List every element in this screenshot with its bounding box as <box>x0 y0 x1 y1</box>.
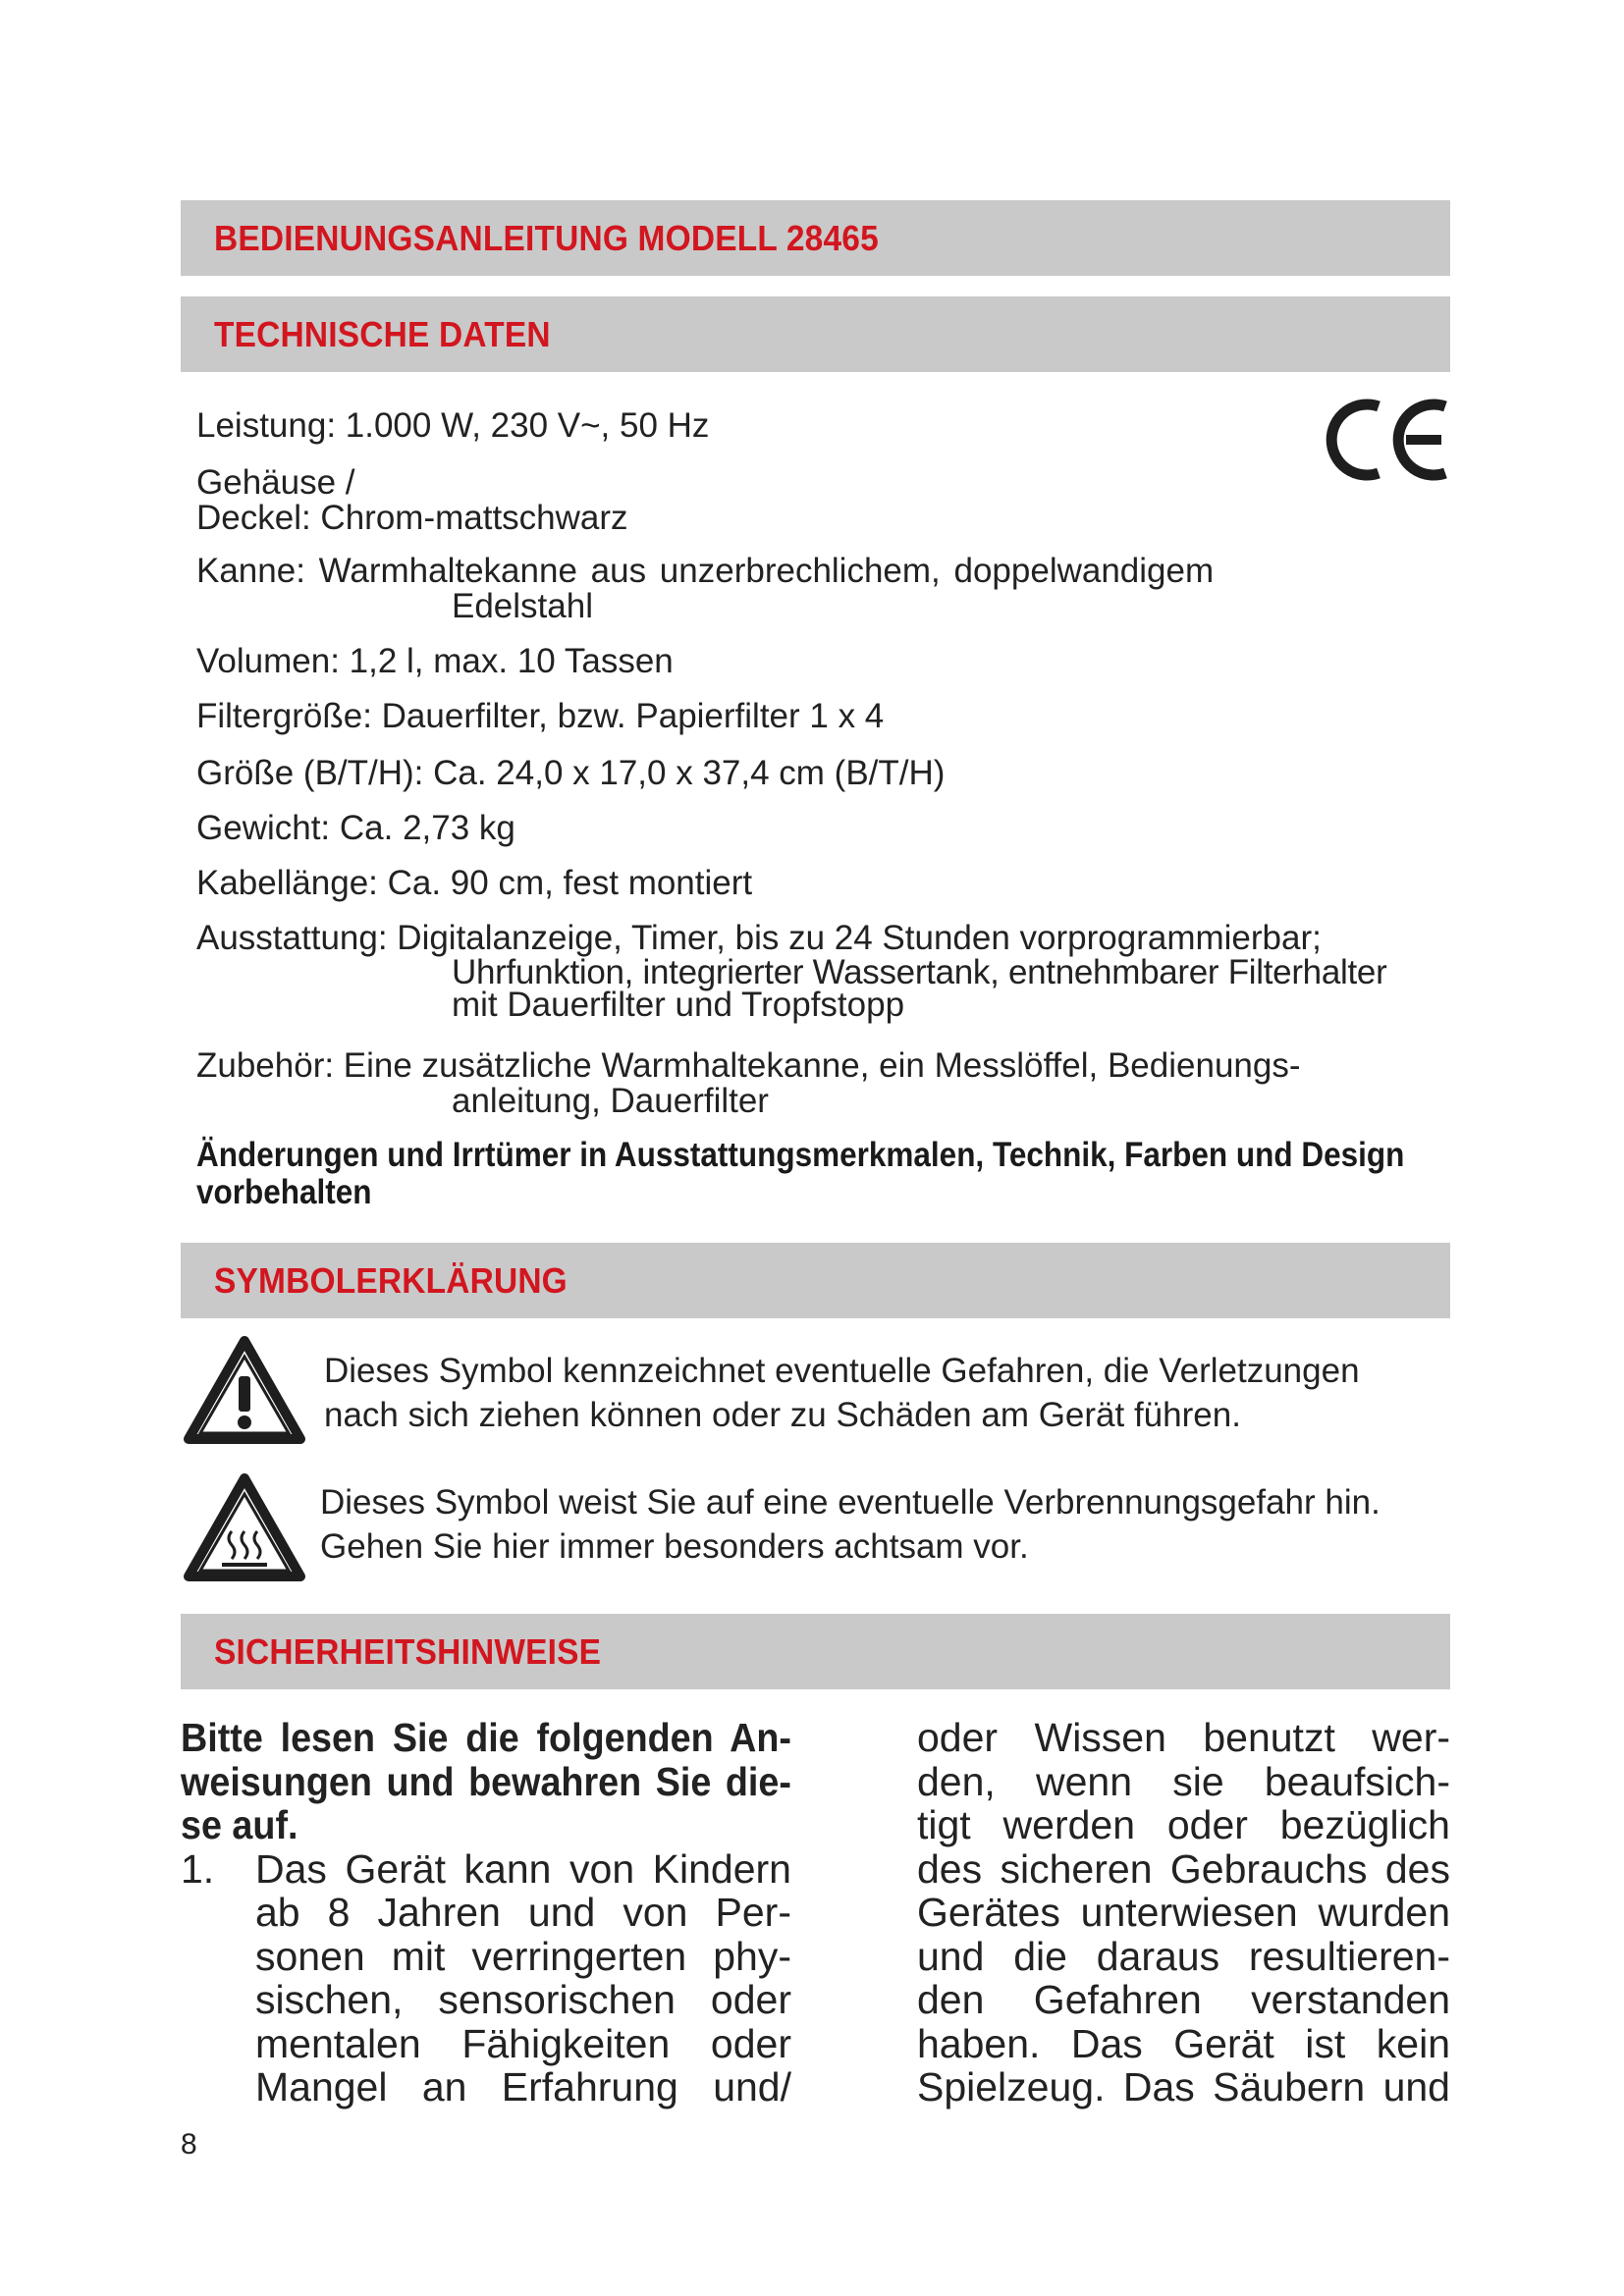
safety-item-1: 1. Das Gerät kann von Kindern ab 8 Jahren und von Per- sonen mit verringerten phy- sischen, sensorischen oder mentalen Fähigkeiten oder Mangel an Erfahrung und/ <box>181 1845 791 2109</box>
spec-weight: Gewicht: Ca. 2,73 kg <box>196 809 515 847</box>
safety-title: SICHERHEITSHINWEISE <box>214 1631 602 1672</box>
technical-data-header <box>181 296 1450 372</box>
manual-title-bar <box>181 200 1450 276</box>
safety-intro: Bitte lesen Sie die folgenden An- weisungen und bewahren Sie die- se auf. <box>181 1715 791 1847</box>
symbols-title: SYMBOLERKLÄRUNG <box>214 1260 568 1301</box>
spec-dimensions: Größe (B/T/H): Ca. 24,0 x 17,0 x 37,4 cm (B/T/H) <box>196 754 946 792</box>
symbols-header <box>181 1243 1450 1318</box>
page-number: 8 <box>181 2128 197 2161</box>
spec-accessories: Zubehör: Eine zusätzliche Warmhaltekanne, ein Messlöffel, Bedienungs- anleitung, Dauerfilter <box>196 1046 1301 1120</box>
spec-volume: Volumen: 1,2 l, max. 10 Tassen <box>196 642 674 680</box>
technical-data-title: TECHNISCHE DATEN <box>214 314 551 354</box>
spec-power: Leistung: 1.000 W, 230 V~, 50 Hz <box>196 406 710 445</box>
spec-filter-size: Filtergröße: Dauerfilter, bzw. Papierfilter 1 x 4 <box>196 697 885 735</box>
warning-triangle-icon <box>183 1335 306 1445</box>
spec-jug: Kanne: Warmhaltekanne aus unzerbrechlichem, doppelwandigem Edelstahl <box>196 552 1215 625</box>
burn-symbol-text: Dieses Symbol weist Sie auf eine eventuelle Verbrennungsgefahr hin. Gehen Sie hier immer besonders achtsam vor. <box>320 1483 1380 1566</box>
spec-features: Ausstattung: Digitalanzeige, Timer, bis zu 24 Stunden vorprogrammierbar; Uhrfunktion, integrierter Wassertank, entnehmbarer Filterhalter mit Dauerfilter und Tropfstopp <box>196 919 1387 1024</box>
safety-header <box>181 1614 1450 1689</box>
manual-title: BEDIENUNGSANLEITUNG MODELL 28465 <box>214 218 879 258</box>
hot-surface-icon <box>183 1472 306 1582</box>
danger-symbol-text: Dieses Symbol kennzeichnet eventuelle Gefahren, die Verletzungen nach sich ziehen können oder zu Schäden am Gerät führen. <box>324 1352 1360 1434</box>
disclaimer: Änderungen und Irrtümer in Ausstattungsmerkmalen, Technik, Farben und Design vorbehalten <box>196 1136 1405 1211</box>
spec-cable-length: Kabellänge: Ca. 90 cm, fest montiert <box>196 864 753 902</box>
spec-housing: Gehäuse / Deckel: Chrom-mattschwarz <box>196 463 628 537</box>
safety-column-right: oder Wissen benutzt wer- den, wenn sie beaufsich- tigt werden oder bezüglich des sicheren Gebrauchs des Gerätes unterwiesen wurden und die daraus resultieren- den Gefahren verstanden haben. Das Gerät ist kein Spielzeug. Das Säubern und <box>917 1715 1450 2109</box>
ce-mark-icon <box>1322 391 1451 489</box>
safety-column-left <box>181 1716 791 2109</box>
